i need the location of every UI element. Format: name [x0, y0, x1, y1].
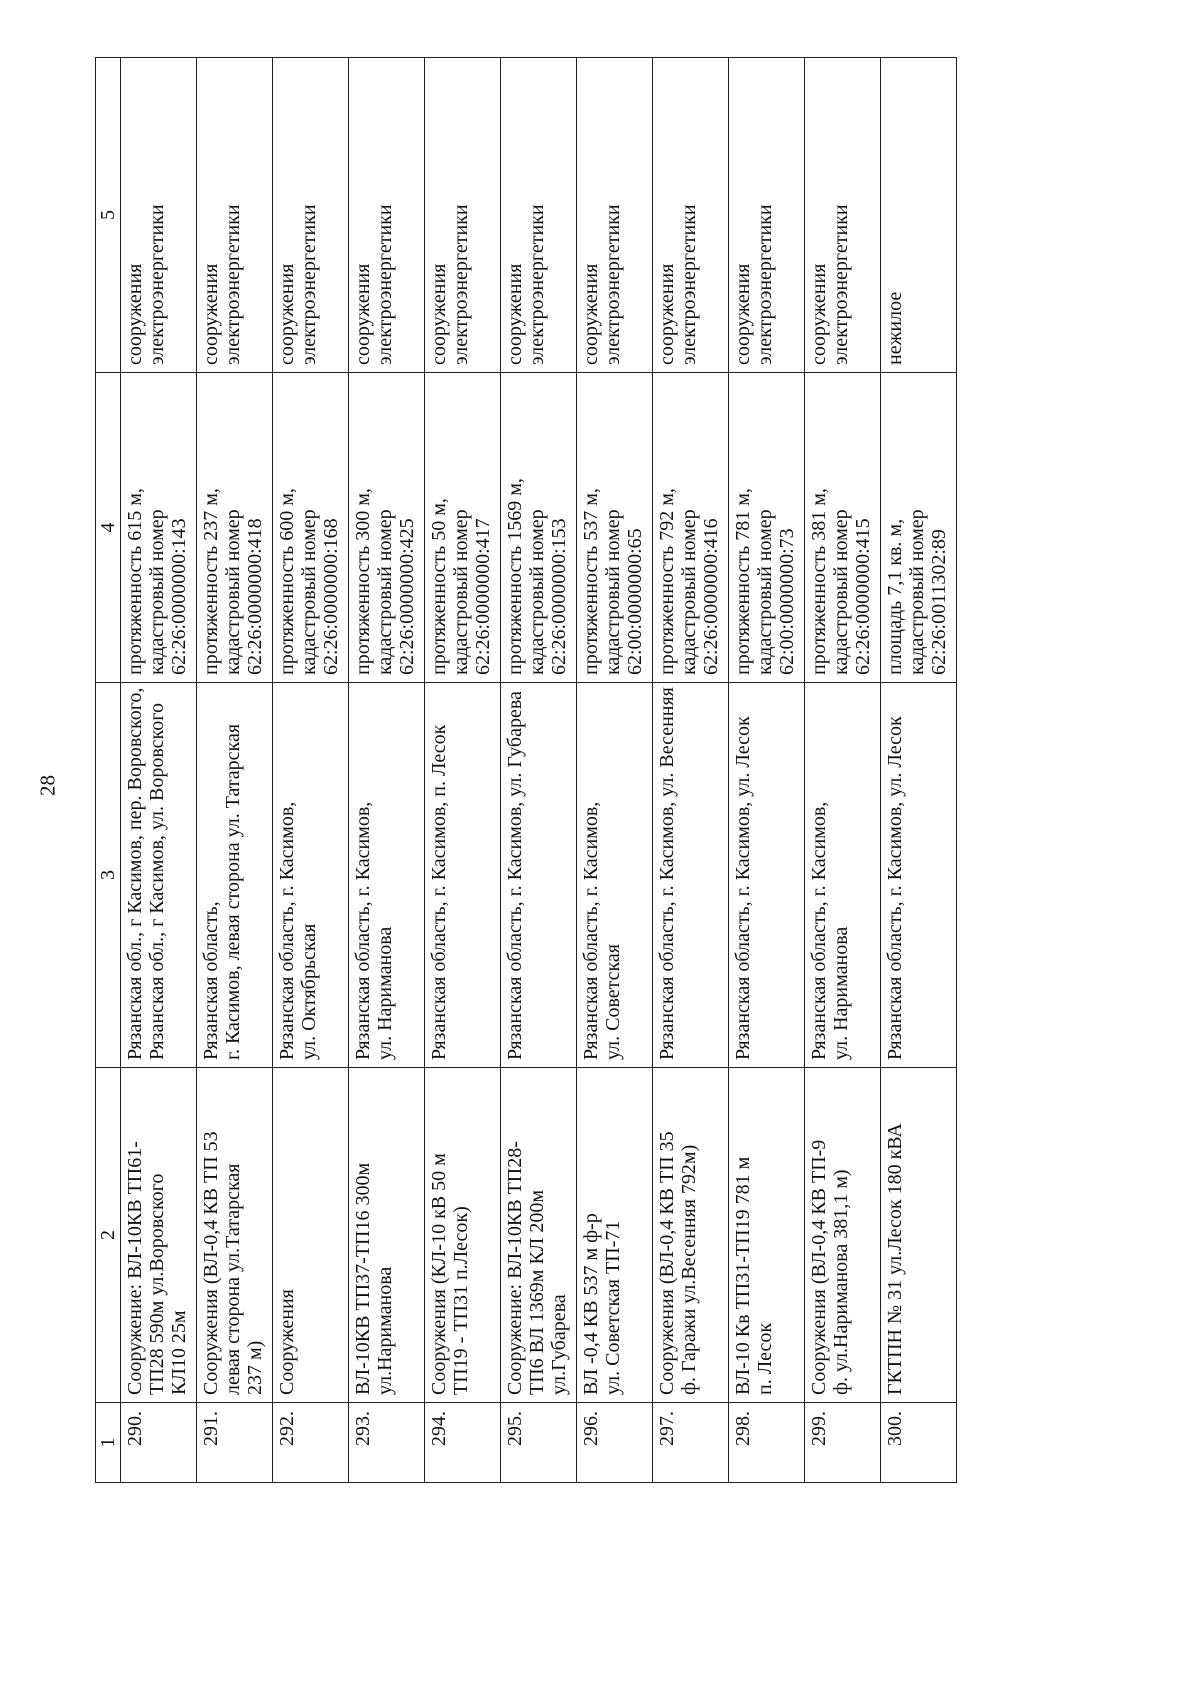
cell-address-line: ул. Октябрьская [298, 923, 320, 1060]
cell-address-line: г. Касимов, левая сторона ул. Татарская [222, 723, 244, 1060]
table-row [729, 58, 805, 1483]
cell-address-line: ул. Советская [602, 944, 624, 1060]
cell-characteristics-line: кадастровый номер [602, 509, 624, 675]
table-row [577, 58, 653, 1483]
cell-characteristics-line: протяженность 300 м, [352, 488, 374, 675]
cell-name [805, 1068, 881, 1403]
cell-purpose [349, 58, 425, 373]
cell-characteristics-line: 62:26:0011302:89 [928, 529, 950, 675]
cell-characteristics [653, 373, 729, 683]
cell-address [121, 683, 197, 1068]
cell-characteristics-line: 62:26:0000000:153 [548, 518, 570, 675]
cell-name [273, 1068, 349, 1403]
cell-name-line: ул.Губарева [548, 1294, 570, 1395]
cell-characteristics-line: кадастровый номер [222, 509, 244, 675]
cell-purpose [197, 58, 273, 373]
cell-purpose-line: электроэнергетики [602, 204, 624, 365]
cell-row-number: 300. [881, 1403, 957, 1483]
cell-address [653, 683, 729, 1068]
cell-address [805, 683, 881, 1068]
cell-purpose-line: электроэнергетики [222, 204, 244, 365]
cell-name [197, 1068, 273, 1403]
cell-characteristics-line: 62:00:0000000:65 [624, 528, 646, 675]
cell-characteristics [197, 373, 273, 683]
cell-name [729, 1068, 805, 1403]
cell-row-number: 291. [197, 1403, 273, 1483]
cell-name-line: ТП28 590м ул.Воровского [146, 1173, 168, 1395]
cell-name-line: п. Лесок [754, 1322, 776, 1395]
cell-characteristics-line: кадастровый номер [678, 509, 700, 675]
cell-address [881, 683, 957, 1068]
cell-characteristics-line: 62:26:0000000:425 [396, 518, 418, 675]
cell-characteristics-line: 62:26:0000000:168 [320, 518, 342, 675]
cell-name-line: ТП19 - ТП31 п.Лесок) [450, 1206, 472, 1395]
cell-characteristics-line: площадь 7,1 кв. м, [884, 518, 906, 675]
cell-address-line: Рязанская область, г. Касимов, ул. Лесок [884, 716, 906, 1060]
cell-address [729, 683, 805, 1068]
cell-purpose-line: сооружения [352, 263, 374, 365]
cell-purpose-line: электроэнергетики [450, 204, 472, 365]
cell-address [349, 683, 425, 1068]
cell-characteristics-line: протяженность 381 м, [808, 488, 830, 675]
cell-row-number: 299. [805, 1403, 881, 1483]
cell-address-line: Рязанская область, [200, 901, 222, 1060]
cell-row-number: 295. [501, 1403, 577, 1483]
cell-name-line: Сооружение: ВЛ-10КВ ТП28- [504, 1141, 526, 1395]
cell-characteristics [805, 373, 881, 683]
cell-name-line: ф. Гаражи ул.Весенняя 792м) [678, 1144, 700, 1395]
cell-characteristics [501, 373, 577, 683]
cell-characteristics-line: протяженность 792 м, [656, 488, 678, 675]
cell-characteristics-line: протяженность 237 м, [200, 488, 222, 675]
cell-address-line: Рязанская обл., г Касимов, пер. Воровского, [124, 687, 146, 1060]
cell-characteristics-line: протяженность 615 м, [124, 488, 146, 675]
cell-name [501, 1068, 577, 1403]
cell-purpose [729, 58, 805, 373]
cell-characteristics-line: кадастровый номер [450, 509, 472, 675]
cell-address-line: Рязанская область, г. Касимов, ул. Губарева [504, 691, 526, 1060]
cell-characteristics-line: протяженность 50 м, [428, 498, 450, 675]
cell-address-line: Рязанская область, г. Касимов, п. Лесок [428, 724, 450, 1060]
page-number: 28 [35, 775, 60, 796]
cell-characteristics-line: кадастровый номер [146, 509, 168, 675]
table-body [121, 58, 957, 1483]
cell-name-line: Сооружение: ВЛ-10КВ ТП61- [124, 1141, 146, 1395]
cell-address-line: Рязанская область, г. Касимов, ул. Лесок [732, 716, 754, 1060]
cell-characteristics [881, 373, 957, 683]
cell-purpose-line: сооружения [732, 263, 754, 365]
cell-purpose-line: нежилое [884, 291, 906, 365]
cell-purpose-line: электроэнергетики [298, 204, 320, 365]
cell-name-line: Сооружения (ВЛ-0,4 КВ ТП 53 [200, 1131, 222, 1395]
cell-address [197, 683, 273, 1068]
cell-name-line: Сооружения (КЛ-10 кВ 50 м [428, 1153, 450, 1395]
cell-purpose [121, 58, 197, 373]
cell-purpose-line: электроэнергетики [374, 204, 396, 365]
cell-purpose [273, 58, 349, 373]
cell-name [653, 1068, 729, 1403]
cell-characteristics [425, 373, 501, 683]
cell-characteristics-line: кадастровый номер [830, 509, 852, 675]
cell-name-line: Сооружения (ВЛ-0,4 КВ ТП-9 [808, 1139, 830, 1395]
cell-purpose [501, 58, 577, 373]
table-row [349, 58, 425, 1483]
cell-row-number: 293. [349, 1403, 425, 1483]
cell-purpose-line: сооружения [428, 263, 450, 365]
cell-name-line: ТП6 ВЛ 1369м КЛ 200м [526, 1189, 548, 1395]
cell-row-number: 297. [653, 1403, 729, 1483]
cell-purpose-line: электроэнергетики [830, 204, 852, 365]
table-row [273, 58, 349, 1483]
table-row [881, 58, 957, 1483]
cell-name-line: КЛ10 25м [168, 1310, 190, 1395]
cell-characteristics [349, 373, 425, 683]
cell-purpose-line: сооружения [580, 263, 602, 365]
cell-name-line: ул.Нариманова [374, 1266, 396, 1395]
table-row [425, 58, 501, 1483]
cell-characteristics-line: протяженность 781 м, [732, 488, 754, 675]
cell-name-line: ВЛ -0,4 КВ 537 м ф-р [580, 1213, 602, 1395]
table-header-row [96, 58, 121, 1483]
cell-name-line: ВЛ-10КВ ТП37-ТП16 300м [352, 1162, 374, 1395]
cell-address [577, 683, 653, 1068]
cell-address-line: Рязанская обл., г Касимов, ул. Воровского [146, 703, 168, 1060]
cell-characteristics [577, 373, 653, 683]
table-row [121, 58, 197, 1483]
cell-purpose [653, 58, 729, 373]
cell-address-line: Рязанская область, г. Касимов, [276, 801, 298, 1060]
cell-name-line: ГКТПН № 31 ул.Лесок 180 кВА [884, 1123, 906, 1395]
column-header-name: 2 [96, 1068, 121, 1403]
cell-purpose [805, 58, 881, 373]
cell-characteristics-line: кадастровый номер [298, 509, 320, 675]
cell-name-line: ВЛ-10 Кв ТП31-ТП19 781 м [732, 1156, 754, 1395]
cell-characteristics-line: 62:26:0000000:143 [168, 518, 190, 675]
cell-address-line: Рязанская область, г. Касимов, [580, 801, 602, 1060]
column-header-purpose: 5 [96, 58, 121, 373]
column-header-number: 1 [96, 1403, 121, 1483]
cell-characteristics-line: 62:26:0000000:418 [244, 518, 266, 675]
cell-address-line: ул. Нариманова [830, 926, 852, 1060]
cell-row-number: 296. [577, 1403, 653, 1483]
cell-address-line: Рязанская область, г. Касимов, [808, 801, 830, 1060]
cell-characteristics-line: 62:00:0000000:73 [776, 528, 798, 675]
cell-name-line: Сооружения (ВЛ-0,4 КВ ТП 35 [656, 1131, 678, 1395]
cell-name [349, 1068, 425, 1403]
cell-address [273, 683, 349, 1068]
table-row [197, 58, 273, 1483]
cell-characteristics [121, 373, 197, 683]
table-row [653, 58, 729, 1483]
cell-purpose [881, 58, 957, 373]
cell-name-line: ф. ул.Нариманова 381,1 м) [830, 1169, 852, 1395]
property-register-table-container [95, 58, 1063, 1483]
cell-name [425, 1068, 501, 1403]
cell-purpose-line: сооружения [276, 263, 298, 365]
cell-purpose [425, 58, 501, 373]
cell-purpose-line: сооружения [808, 263, 830, 365]
cell-purpose-line: электроэнергетики [146, 204, 168, 365]
cell-address [501, 683, 577, 1068]
cell-row-number: 294. [425, 1403, 501, 1483]
cell-characteristics-line: кадастровый номер [526, 509, 548, 675]
cell-row-number: 292. [273, 1403, 349, 1483]
cell-purpose-line: сооружения [504, 263, 526, 365]
cell-characteristics-line: протяженность 600 м, [276, 488, 298, 675]
cell-characteristics-line: кадастровый номер [906, 509, 928, 675]
cell-characteristics-line: протяженность 537 м, [580, 488, 602, 675]
cell-characteristics-line: 62:26:0000000:417 [472, 518, 494, 675]
cell-name [577, 1068, 653, 1403]
cell-characteristics-line: кадастровый номер [754, 509, 776, 675]
cell-row-number: 298. [729, 1403, 805, 1483]
cell-purpose-line: электроэнергетики [678, 204, 700, 365]
cell-name-line: Сооружения [276, 1289, 298, 1395]
cell-characteristics [273, 373, 349, 683]
cell-purpose [577, 58, 653, 373]
cell-name-line: ул. Советская ТП-71 [602, 1220, 624, 1395]
cell-characteristics-line: 62:26:0000000:416 [700, 518, 722, 675]
cell-purpose-line: сооружения [124, 263, 146, 365]
cell-characteristics [729, 373, 805, 683]
column-header-address: 3 [96, 683, 121, 1068]
column-header-characteristics: 4 [96, 373, 121, 683]
cell-characteristics-line: кадастровый номер [374, 509, 396, 675]
cell-name-line: левая сторона ул.Татарская [222, 1163, 244, 1395]
table-row [501, 58, 577, 1483]
cell-name [121, 1068, 197, 1403]
cell-purpose-line: электроэнергетики [526, 204, 548, 365]
cell-name-line: 237 м) [244, 1340, 266, 1395]
cell-address [425, 683, 501, 1068]
cell-purpose-line: сооружения [200, 263, 222, 365]
cell-address-line: ул. Нариманова [374, 926, 396, 1060]
cell-characteristics-line: протяженность 1569 м, [504, 478, 526, 675]
cell-address-line: Рязанская область, г. Касимов, ул. Весенняя [656, 687, 678, 1060]
cell-name [881, 1068, 957, 1403]
cell-address-line: Рязанская область, г. Касимов, [352, 801, 374, 1060]
cell-purpose-line: электроэнергетики [754, 204, 776, 365]
cell-characteristics-line: 62:26:0000000:415 [852, 518, 874, 675]
cell-purpose-line: сооружения [656, 263, 678, 365]
rotated-table-frame [95, 58, 1063, 1483]
property-register-table [95, 57, 957, 1483]
cell-row-number: 290. [121, 1403, 197, 1483]
table-row [805, 58, 881, 1483]
